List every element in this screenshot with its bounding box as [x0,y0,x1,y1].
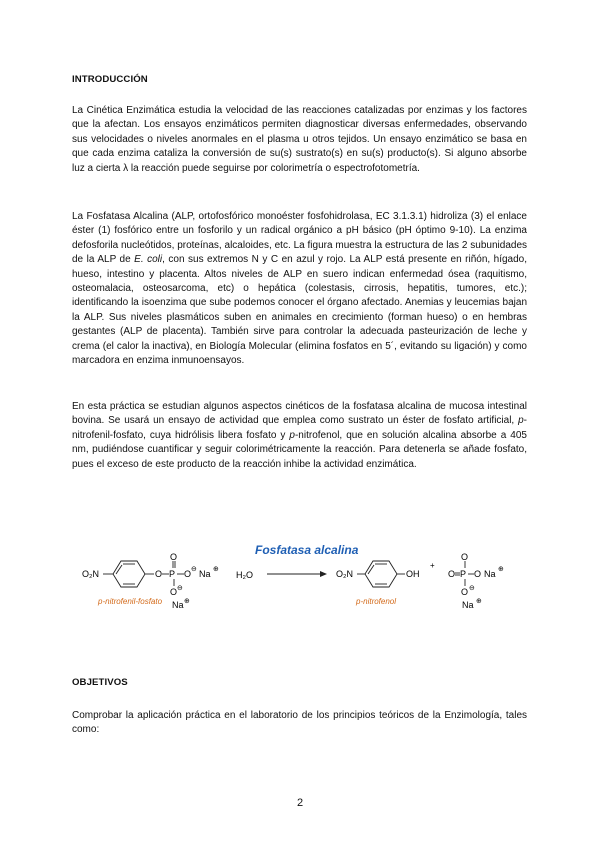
charge-neg: ⊖ [177,585,183,592]
substrate-phosphorus: P [169,569,176,579]
objectives-paragraph: Comprobar la aplicación práctica en el laboratorio de los principios teóricos de la Enzimología, tales como: [72,710,527,736]
charge-neg: ⊖ [191,566,197,573]
objectives-heading: OBJETIVOS [72,677,128,688]
phosphate-phosphorus: P [460,569,467,579]
p3-text-c: -nitrofenol, que en solución alcalina absorbe a 405 nm, pudiéndose cuantificar y seguir colorimétricamente la reacción. Para detenerla se añade fosfato, pues el exceso de este producto de la reacción inhibe la actividad enzimática. [72,429,527,470]
substrate-benzene-ring [113,561,145,587]
charge-pos: ⊕ [213,566,219,573]
phosphate-o-bottom: O [461,587,469,597]
intro-paragraph-3 [72,400,527,472]
substrate-o-top: O [170,552,178,562]
product-oh: OH [406,569,420,579]
substrate-o-right: O [184,569,192,579]
charge-pos: ⊕ [476,598,482,605]
substrate-na-bottom: Na [172,600,184,610]
substrate-na-right: Na [199,569,211,579]
p2-italic-ecoli: E. coli [134,254,163,266]
p3-text-a: En esta práctica se estudian algunos aspectos cinéticos de la fosfatasa alcalina de mucosa intestinal bovina. Se usará un ensayo de actividad que emplea como sustrato un éster de fosfato artificial, [72,401,527,427]
product-label: p-nitrofenol [356,597,397,606]
charge-neg: ⊖ [469,585,475,592]
product-benzene-ring [365,561,397,587]
water: H₂O [236,570,253,580]
substrate-o-bottom: O [170,587,178,597]
phosphate-na-right: Na [484,569,496,579]
substrate-label: p-nitrofenil-fosfato [98,597,163,606]
arrow-head [320,571,327,577]
p2-text-b: , con sus extremos N y C en azul y rojo. La ALP está presente en riñón, hígado, hueso, intestino y placenta. Altos niveles de ALP en suero indican enfermedad ósea (raquitismo, osteomalacia, osteosarcoma, etc) o hepática (colestasis, cirrosis, hepatitis, tumores, etc.); identificando la isoenzima que sube podemos conocer el órgano afectado. Anemias y leucemias bajan la ALP. Sus niveles plasmáticos suben en animales en crecimiento (forman hueso) o en hembras gestantes (ALP de placenta). También sirve para controlar la adecuada pasteurización de leche y crema (el calor la inactiva), en Biología Molecular (elimina fosfatos en 5´, evitando su ligación) y como marcadora en enzima inmunoensayos. [72,254,528,367]
phosphate-o-top: O [461,552,469,562]
p2-text-a: La Fosfatasa Alcalina (ALP, ortofosfórico monoéster fosfohidrolasa, EC 3.1.3.1) hidroliza (3) el enlace éster (1) fosfórico entre un fosforilo y un radical orgánico a pH básico (pH óptimo 9-10). La enzima defosforila nucleótidos, proteínas, alcaloides, etc. La figura muestra la estructura de las 2 subunidades de la ALP de [72,211,527,266]
plus-sign: + [430,561,435,570]
substrate-o-ester: O [155,569,163,579]
p3-italic-p2: p [289,429,295,441]
product-o2n: O₂N [336,569,353,579]
intro-paragraph-1: La Cinética Enzimática estudia la velocidad de las reacciones catalizadas por enzimas y los factores que la afectan. Los ensayos enzimáticos permiten diagnosticar diversas enfermedades, observando sus velocidades o niveles anormales en el plasma u otros tejidos. Un ensayo enzimático se basa en que cada enzima cataliza la conversión de su(s) sustrato(s) en su(s) producto(s). Si alguno absorbe luz a cierta λ la reacción puede seguirse por colorimetría o espectrofotometría. [72,105,527,174]
p3-italic-p1: p [518,415,524,427]
enzyme-title: Fosfatasa alcalina [255,543,359,557]
intro-paragraph-2 [72,210,527,368]
charge-pos: ⊕ [184,598,190,605]
phosphate-o-left: O [448,569,456,579]
introduction-heading: INTRODUCCIÓN [72,74,148,85]
charge-pos: ⊕ [498,566,504,573]
reaction-figure [80,538,520,638]
p3-text-b: -nitrofenil-fosfato, cuya hidrólisis libera fosfato y [72,415,527,441]
phosphate-o-right: O [474,569,482,579]
substrate-no2: O₂N [82,569,99,579]
phosphate-na-bottom: Na [462,600,474,610]
page-number: 2 [296,797,304,809]
